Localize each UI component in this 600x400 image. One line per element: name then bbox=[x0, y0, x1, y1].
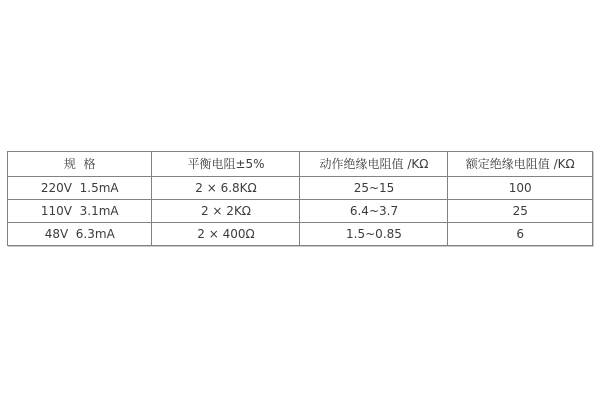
table-row bbox=[8, 177, 593, 200]
cell-spec: 220V 1.5mA bbox=[8, 177, 152, 200]
spec-table-container bbox=[7, 151, 593, 246]
col-header-spec: 规 格 bbox=[8, 152, 152, 177]
cell-rated: 6 bbox=[448, 223, 593, 246]
cell-balance: 2 × 400Ω bbox=[152, 223, 300, 246]
cell-action: 25~15 bbox=[300, 177, 448, 200]
col-header-balance: 平衡电阻±5% bbox=[152, 152, 300, 177]
cell-action: 6.4~3.7 bbox=[300, 200, 448, 223]
cell-rated: 100 bbox=[448, 177, 593, 200]
col-header-action: 动作绝缘电阻值 /KΩ bbox=[300, 152, 448, 177]
table-row bbox=[8, 200, 593, 223]
cell-rated: 25 bbox=[448, 200, 593, 223]
cell-action: 1.5~0.85 bbox=[300, 223, 448, 246]
cell-balance: 2 × 6.8KΩ bbox=[152, 177, 300, 200]
cell-balance: 2 × 2KΩ bbox=[152, 200, 300, 223]
spec-table bbox=[7, 151, 593, 246]
col-header-rated: 额定绝缘电阻值 /KΩ bbox=[448, 152, 593, 177]
cell-spec: 110V 3.1mA bbox=[8, 200, 152, 223]
cell-spec: 48V 6.3mA bbox=[8, 223, 152, 246]
table-row bbox=[8, 223, 593, 246]
header-row bbox=[8, 152, 593, 177]
